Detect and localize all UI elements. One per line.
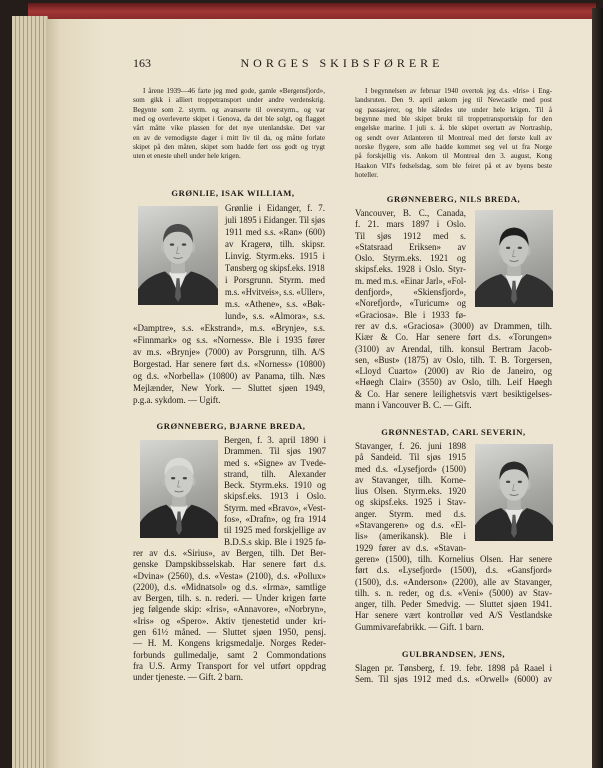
text-line: B.D.S.s skip. Ble i 1925 fø- bbox=[224, 536, 326, 547]
text-line: rer av d.s. «Graciosa» (3000) av Drammen, tilh. bbox=[355, 321, 552, 331]
text-line: Til sjøs 1912 med s. bbox=[355, 230, 466, 241]
text-line: (2200), d.s. «Midnatsol» og d.s. «Irma», samtlige bbox=[133, 581, 326, 592]
text-line: Drammen. Til sjøs 1907 bbox=[224, 446, 326, 457]
text-line: «Iris» og «Spero». Aktiv tjenestetid under kri- bbox=[133, 615, 326, 626]
text-line: m.s. «Athene», s.s. «Bøk- bbox=[225, 299, 325, 309]
text-line: skipsf.eks. 1928 i Oslo. Styr- bbox=[355, 264, 466, 275]
text-line: av Kragerø, tilh. skipsr. bbox=[225, 239, 325, 249]
text-line: uten et eneste uhell under hele krigen. bbox=[133, 152, 241, 161]
text-line: I begynnelsen av februar 1940 overtok jeg d.s. «Iris» i Eng- bbox=[365, 87, 552, 95]
text-line: begynne med ble skipet brukt til troppetransportskip for den bbox=[355, 115, 552, 124]
text-line: tilh. s. n. reder, og d.s. «Veni» (5000) av Stav- bbox=[355, 587, 552, 598]
entry-heading: GRØNNEBERG, NILS BREDA, bbox=[386, 194, 521, 204]
text-line: forbunds gullmedalje, samt 2 Commondations bbox=[133, 649, 326, 660]
text-line: Mejlænder, New York. — Sluttet sjøen 1949, bbox=[133, 383, 325, 393]
text-line: lis» (amerikansk). Ble i bbox=[355, 531, 466, 542]
text-line: juli 1895 i Eidanger. Til sjøs bbox=[225, 215, 326, 225]
text-line: av Stavanger, tilh. Korne- bbox=[355, 474, 466, 485]
entry-heading: GRØNLIE, ISAK WILLIAM, bbox=[171, 188, 295, 198]
text-line: landsruten. Den 9. april ankom jeg til Newcastle med post bbox=[355, 96, 552, 105]
text-line: med d.s. «Lysefjord» (1500) bbox=[355, 463, 466, 474]
text-line: jeg følgende skip: «Iris», «Annavore», «Norbryn», bbox=[133, 604, 326, 615]
intro-paragraph-left bbox=[133, 87, 325, 162]
text-line: f. 21. mars 1897 i Oslo. bbox=[355, 219, 466, 230]
text-line: i Porsgrunn. Styrm. med bbox=[225, 275, 325, 285]
text-line: anger, tilh. Peder Smedvig. — Sluttet sjøen 1941. bbox=[355, 599, 552, 610]
text-line: Borgestad. Har senere ført d.s. «Norness» (10800) bbox=[133, 359, 325, 369]
entry-text bbox=[355, 321, 552, 411]
text-line: Begynte som 2. styrm. og avanserte til overstyrm., og var bbox=[133, 105, 325, 114]
text-line: (3100) av Arendal, tilh. konsul Bertram Jacob- bbox=[355, 343, 552, 354]
entry-text bbox=[133, 548, 326, 684]
text-line: en av de vemodigste dager i mitt liv til da, og måtte forlate bbox=[133, 133, 325, 142]
text-line: vårt måtte vike plassen for det nye utenlandske. Det var bbox=[133, 124, 325, 133]
entry-text bbox=[355, 663, 552, 686]
text-line: engelske marine. I juli s. å. ble skipet overtatt av Nortraship, bbox=[355, 124, 552, 133]
text-line: gen 61½ måned. — Sluttet sjøen 1950, pensj. bbox=[133, 627, 326, 638]
portrait-eye bbox=[182, 243, 186, 245]
portrait-image bbox=[138, 206, 218, 305]
portrait-eye bbox=[506, 481, 510, 483]
text-line: Grønlie i Eidanger, f. 7. bbox=[225, 203, 325, 213]
entry-text-beside-photo bbox=[224, 435, 326, 548]
text-line: — H. M. Kongens krigsmedalje. Norges Reder- bbox=[133, 638, 326, 649]
text-line: fra U.S. Army Transport for vel utført oppdrag bbox=[133, 660, 326, 671]
portrait-photo bbox=[138, 206, 218, 305]
portrait-image bbox=[475, 210, 553, 307]
text-line: «Statsraad Eriksen» av bbox=[355, 241, 466, 252]
text-line: under tjeneste. — Gift. 2 barn. bbox=[133, 672, 243, 683]
portrait-eye bbox=[171, 477, 175, 479]
portrait-eye bbox=[506, 247, 510, 249]
text-line: Styrm. med «Bravo», «Vest- bbox=[224, 502, 326, 513]
text-line: og skipsf.eks. 1925 i Stav- bbox=[355, 497, 466, 508]
text-line: Gummivarefabrikk. — Gift. 1 barn. bbox=[355, 621, 484, 632]
text-line: Har senere vært kontrollør ved A/S Vestlandske bbox=[355, 610, 552, 621]
text-line: av m.s. «Brynje» (7000) av Porsgrunn, tilh. A/S bbox=[133, 347, 325, 357]
text-line: «Dvina» (2560), d.s. «Vesta» (2100), d.s. «Pollux» bbox=[133, 570, 326, 581]
text-line: til 1925 med forskjellige av bbox=[224, 525, 326, 536]
text-line: og d.s. «Norbella» (10800) av Panama, tilh. Næs bbox=[133, 371, 325, 381]
text-line: I årene 1939—46 farte jeg med gode, gamle «Bergensfjord», bbox=[143, 87, 325, 95]
portrait-eye bbox=[183, 477, 187, 479]
entry-text-beside-photo bbox=[355, 208, 466, 321]
running-head: NORGES SKIBSFØRERE bbox=[240, 56, 444, 70]
text-line: på forskjellig vis. Ankom til Montreal den 3. august, Kong bbox=[355, 152, 552, 161]
text-line: 1911 med s.s. «Ran» (600) bbox=[225, 227, 325, 237]
portrait-eye bbox=[170, 243, 174, 245]
text-line: Haakon VII's fødselsdag, som ble feiret på et av byens beste bbox=[355, 161, 552, 170]
text-line: som gikk i alliert troppetransport under andre verdenskrig. bbox=[133, 96, 325, 105]
text-line: skipet på den måten, skipet som hadde ført oss godt og trygt bbox=[133, 143, 325, 152]
text-line: Kiær & Co. Har senere ført d.s. «Torungen» bbox=[355, 332, 552, 343]
portrait-photo bbox=[475, 210, 553, 307]
text-line: «Høegh Clair» (3550) av Oslo, tilh. Leif Høegh bbox=[355, 377, 552, 388]
entry-heading: GRØNNEBERG, BJARNE BREDA, bbox=[156, 421, 306, 431]
portrait-eye bbox=[518, 247, 522, 249]
text-line: på Sandeid. Til sjøs 1915 bbox=[355, 452, 466, 463]
entry-text bbox=[355, 554, 552, 633]
text-line: denfjord», «Skiensfjord», bbox=[355, 287, 466, 298]
text-line: «Damptre», s.s. «Ekstrand», m.s. «Brynje», s.s. bbox=[133, 323, 325, 333]
entry-text-beside-photo bbox=[355, 441, 466, 554]
entry-heading: GULBRANDSEN, JENS, bbox=[401, 649, 506, 659]
text-line: Tønsberg og skipsf.eks. 1918 bbox=[225, 263, 325, 273]
text-line: norske flygere, som alle hadde kommet seg vel ut fra Norge bbox=[355, 143, 552, 152]
entry-text-beside-photo bbox=[225, 202, 325, 322]
text-line: Oslo. Styrm.eks. 1921 og bbox=[355, 253, 466, 264]
text-line: fos», «Drafn», og fra 1914 bbox=[224, 514, 326, 525]
text-line: «Stavangeren» og d.s. «El- bbox=[355, 520, 466, 531]
text-line: rer av d.s. «Sirius», av Bergen, tilh. Det Ber- bbox=[133, 548, 326, 558]
text-line: Stavanger, f. 26. juni 1898 bbox=[355, 441, 466, 451]
portrait-eye bbox=[518, 481, 522, 483]
text-line: hoteller. bbox=[355, 171, 379, 180]
text-line: «Lloyd Cuarto» (2000) av Rio de Janeiro, og bbox=[355, 366, 552, 377]
text-line: lund», s.s. «Almora», s.s. bbox=[225, 311, 325, 321]
portrait-image bbox=[140, 440, 218, 538]
text-line: «Norefjord», «Turicum» og bbox=[355, 298, 466, 309]
text-line: med og overleverte skipet i Genova, da det ble solgt, og flagget bbox=[133, 115, 325, 124]
text-line: ført d.s. «Lysefjord» (1500), d.s. «Gansfjord» bbox=[355, 565, 552, 576]
text-line: «Graciosa». Ble i 1933 fø- bbox=[355, 309, 466, 320]
text-line: av Bergen, tilh. s. n. rederi. — Under krigen førte bbox=[133, 593, 326, 604]
text-line: og sendt over Atlanteren til Montreal med det første kull av bbox=[355, 133, 552, 142]
text-line: med s. «Signe» av Tvede- bbox=[224, 457, 326, 468]
text-line: m.s. «Hvitveis», s.s. «Uller», bbox=[225, 287, 325, 297]
text-line: lius Olsen. Styrm.eks. 1920 bbox=[355, 486, 466, 497]
text-line: & Co. Har senere leilighetsvis vært besiktigelses- bbox=[355, 388, 552, 399]
text-line: m. med m.s. «Einar Jarl», «Fol- bbox=[355, 275, 467, 286]
text-line: genske Dampskibsselskab. Har senere ført d.s. bbox=[133, 559, 326, 570]
portrait-photo bbox=[140, 440, 218, 538]
text-line: strand, tilh. Alexander bbox=[224, 468, 326, 479]
portrait-photo bbox=[475, 444, 553, 541]
text-line: anger. Styrm. med d.s. bbox=[355, 508, 466, 519]
text-line: skipsf.eks. 1913 i Oslo. bbox=[224, 491, 326, 502]
text-line: Linvig. Styrm.eks. 1915 i bbox=[225, 251, 325, 261]
text-line: Bergen, f. 3. april 1890 i bbox=[224, 435, 326, 445]
text-line: p.g.a. sykdom. — Ugift. bbox=[133, 395, 221, 405]
text-line: Slagen pr. Tønsberg, f. 19. febr. 1898 på Raael i bbox=[355, 663, 552, 673]
entry-text bbox=[133, 322, 325, 406]
portrait-image bbox=[475, 444, 553, 541]
intro-paragraph-right bbox=[355, 87, 552, 180]
text-line: (1500), d.s. «Anderson» (2200), alle av Stavanger, bbox=[355, 576, 552, 587]
page-number: 163 bbox=[133, 56, 151, 70]
text-line: mann i Vancouver B. C. — Gift. bbox=[355, 400, 472, 411]
text-line: 1929 fører av d.s. «Stavan- bbox=[355, 542, 466, 553]
text-line: Vancouver, B. C., Canada, bbox=[355, 208, 466, 218]
text-line: Sem. Til sjøs 1912 med d.s. «Orwell» (6000) av bbox=[355, 674, 552, 685]
text-line: geren» (1500), tilh. Kornelius Olsen. Har senere bbox=[355, 554, 552, 564]
text-line: sen, «Bust» (1875) av Oslo, tilh. T. B. Torgersen, bbox=[355, 354, 552, 365]
text-line: «Finnmark» og s.s. «Norness». Ble i 1935 fører bbox=[133, 335, 325, 345]
text-line: Beck. Styrm.eks. 1910 og bbox=[224, 480, 326, 491]
entry-heading: GRØNNESTAD, CARL SEVERIN, bbox=[381, 427, 526, 437]
text-line: og passasjerer, og ble således ute under hele krigen. Til å bbox=[355, 105, 552, 114]
